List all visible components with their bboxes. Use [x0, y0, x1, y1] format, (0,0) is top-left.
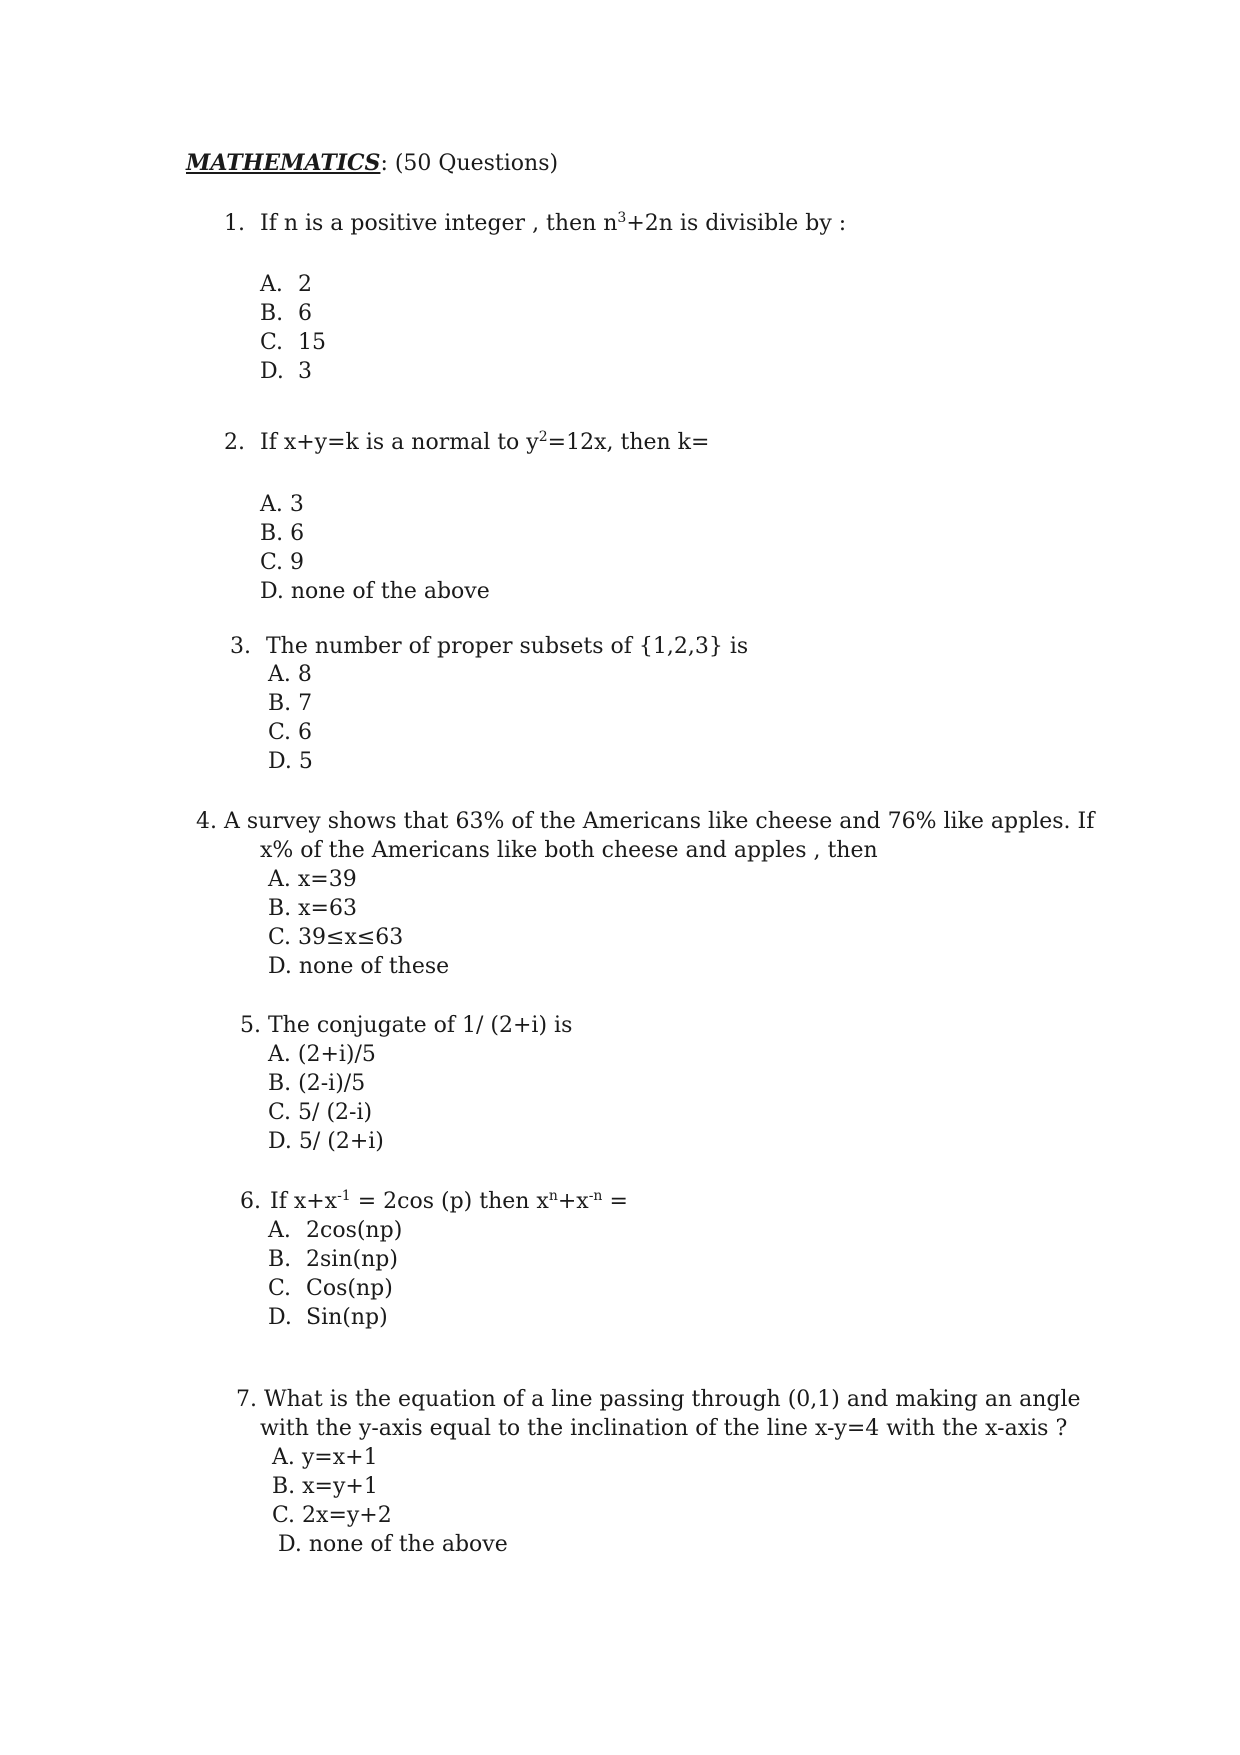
option-d: D. none of these	[268, 954, 450, 979]
option-a: A. y=x+1	[272, 1445, 378, 1470]
option-b: B. x=y+1	[272, 1474, 378, 1499]
option-c: C. 15	[260, 330, 326, 355]
option-a: A. x=39	[268, 867, 357, 892]
question-text-line-1: 7. What is the equation of a line passing through (0,1) and making an angle	[236, 1387, 1081, 1412]
option-d: D. 5/ (2+i)	[268, 1129, 384, 1154]
question-5	[240, 1011, 572, 1040]
q1-options	[260, 270, 326, 386]
option-d: D. Sin(np)	[268, 1305, 388, 1330]
question-text-line-1: 4. A survey shows that 63% of the Americans like cheese and 76% like apples. If	[196, 809, 1095, 834]
question-text: If $x+x^{-1} = 2\cos$ (p) then $x^n+x^{-n}$ =	[270, 1188, 628, 1214]
question-text: If x+y=k is a normal to $y^2=12x$, then k=	[260, 429, 710, 455]
question-text: 5. The conjugate of 1/ (2+i) is	[240, 1013, 573, 1038]
option-d: D. 3	[260, 359, 312, 384]
option-b: B. 6	[260, 521, 305, 546]
q6-options	[268, 1216, 402, 1332]
option-c: C. 5/ (2-i)	[268, 1100, 373, 1125]
option-c: C. 9	[260, 550, 305, 575]
q3-options	[268, 660, 313, 776]
question-number: 2.	[224, 430, 245, 455]
section-heading	[186, 149, 558, 178]
option-a: A. 2cos(np)	[268, 1218, 403, 1243]
question-text-line-2: with the y-axis equal to the inclination of the line x-y=4 with the x-axis ?	[260, 1416, 1068, 1441]
q4-options	[268, 865, 449, 981]
q5-options	[268, 1040, 384, 1156]
option-b: B. 7	[268, 691, 313, 716]
question-6	[240, 1187, 628, 1216]
question-1	[224, 209, 846, 238]
section-title: MATHEMATICS	[186, 150, 381, 176]
option-b: B. x=63	[268, 896, 357, 921]
question-2	[224, 428, 709, 457]
question-7	[236, 1385, 1081, 1443]
question-text-line-2: x% of the Americans like both cheese and apples , then	[260, 838, 878, 863]
q2-options	[260, 490, 490, 606]
q7-options	[272, 1443, 508, 1559]
option-b: B. 2sin(np)	[268, 1247, 398, 1272]
option-b: B. 6	[260, 301, 312, 326]
option-c: C. 39≤x≤63	[268, 925, 404, 950]
section-count: : (50 Questions)	[380, 151, 559, 176]
option-d: D. none of the above	[278, 1532, 508, 1557]
option-d: D. none of the above	[260, 579, 490, 604]
question-number: 1.	[224, 211, 245, 236]
question-number: 3.	[230, 634, 251, 659]
question-4	[196, 807, 1094, 865]
option-c: C. 2x=y+2	[272, 1503, 392, 1528]
option-d: D. 5	[268, 749, 313, 774]
option-c: C. 6	[268, 720, 313, 745]
option-a: A. 3	[260, 492, 304, 517]
option-c: C. Cos(np)	[268, 1276, 393, 1301]
option-a: A. (2+i)/5	[268, 1042, 376, 1067]
question-text: The number of proper subsets of {1,2,3} is	[266, 634, 749, 659]
question-number: 6.	[240, 1189, 261, 1214]
question-text: If n is a positive integer , then $n^3+2n$ is divisible by :	[260, 210, 847, 236]
option-b: B. (2-i)/5	[268, 1071, 366, 1096]
option-a: A. 8	[268, 662, 312, 687]
option-a: A. 2	[260, 272, 312, 297]
question-3	[230, 632, 748, 661]
